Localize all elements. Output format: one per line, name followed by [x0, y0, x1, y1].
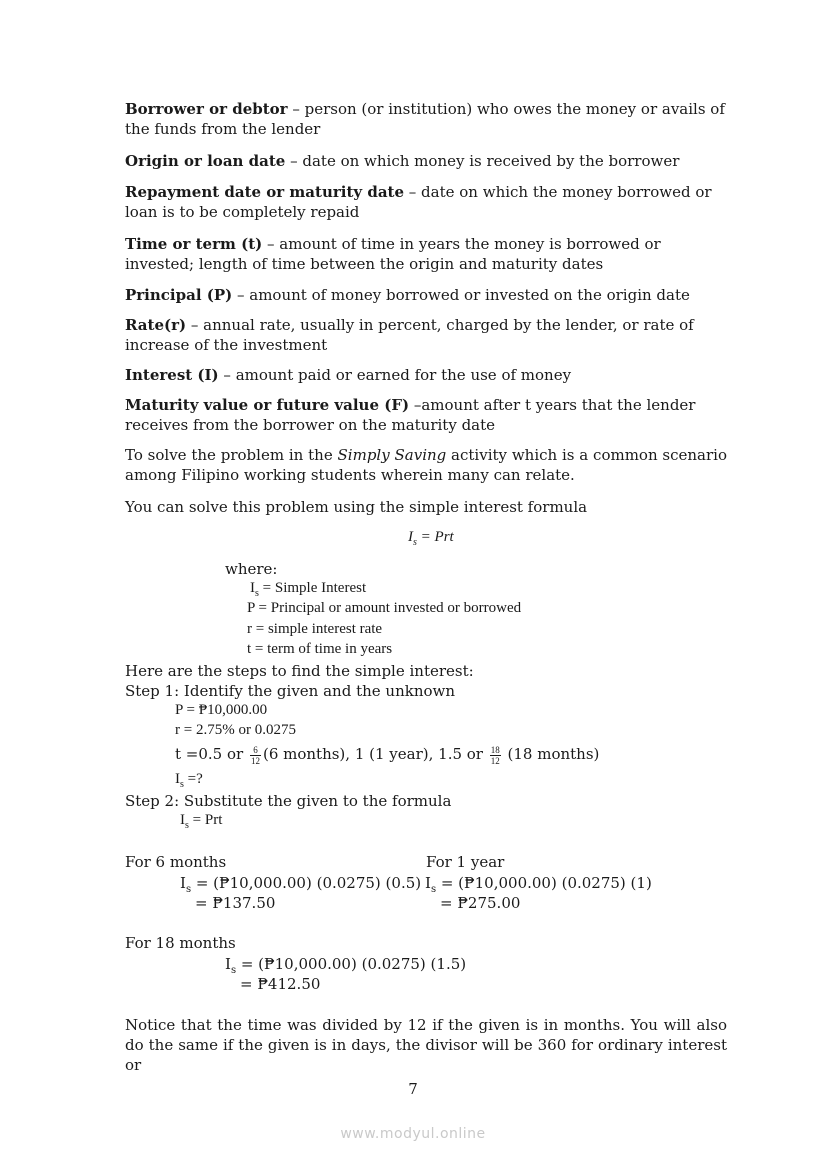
page-number: 7	[408, 1080, 418, 1098]
fraction-18-12: $\frac{18}{12}$	[490, 744, 500, 766]
calc-18-months: $I_s$ = (₱10,000.00) (0.0275) (1.5)	[225, 955, 467, 976]
where-label: where:	[225, 560, 278, 578]
definition-maturity	[125, 395, 727, 435]
definition-desc: –amount after t years that the lender receives from the borrower on the maturity date	[125, 396, 696, 434]
step2-title: Step 2: Substitute the given to the formula	[125, 792, 452, 810]
where-item-principal: P = Principal or amount invested or borrowed	[247, 600, 522, 616]
calc-1-year: $I_s$ = (₱10,000.00) (0.0275) (1)	[425, 874, 652, 895]
step2-formula: $I_s$ = Prt	[180, 812, 223, 831]
definition-interest	[125, 365, 727, 385]
label-6-months: For 6 months	[125, 853, 227, 871]
definition-principal	[125, 285, 727, 305]
steps-intro: Here are the steps to find the simple interest:	[125, 662, 474, 680]
definition-desc: – date on which money is received by the borrower	[285, 152, 680, 170]
label-1-year: For 1 year	[426, 853, 505, 871]
result-18-months: = ₱412.50	[240, 975, 321, 993]
activity-title: Simply Saving	[337, 446, 447, 464]
given-rate: r = 2.75% or 0.0275	[175, 722, 296, 738]
where-item-time: t = term of time in years	[247, 641, 393, 657]
definition-term: Borrower or debtor	[125, 100, 288, 118]
unknown-interest: $I_s$ =?	[175, 771, 203, 790]
definition-desc: – amount paid or earned for the use of money	[218, 366, 572, 384]
where-item-rate: r = simple interest rate	[247, 621, 383, 637]
definition-term: Maturity value or future value (F)	[125, 396, 410, 414]
definition-term: Origin or loan date	[125, 152, 286, 170]
formula-intro: You can solve this problem using the simple interest formula	[125, 498, 588, 516]
intro-paragraph: To solve the problem in the Simply Saving activity which is a common scenario among Filipino working students wherein many can relate.	[125, 446, 727, 484]
definition-term: Repayment date or maturity date	[125, 183, 405, 201]
where-item-interest: $I_s$ = Simple Interest	[250, 580, 367, 599]
result-6-months: = ₱137.50	[195, 894, 276, 912]
simple-interest-formula: $I_s$ = Prt	[408, 529, 454, 548]
definition-origin	[125, 151, 727, 171]
definition-desc: – annual rate, usually in percent, charged by the lender, or rate of increase of the investment	[125, 316, 694, 354]
definition-term: Time or term (t)	[125, 235, 263, 253]
fraction-6-12: $\frac{6}{12}$	[250, 744, 260, 766]
label-18-months: For 18 months	[125, 934, 236, 952]
definition-term: Interest (I)	[125, 366, 219, 384]
given-principal: P = ₱10,000.00	[175, 702, 268, 718]
definition-term: Principal (P)	[125, 286, 233, 304]
definition-term: Rate(r)	[125, 316, 187, 334]
calc-6-months: $I_s$ = (₱10,000.00) (0.0275) (0.5)	[180, 874, 422, 895]
definition-repayment	[125, 182, 727, 222]
given-time: t =0.5 or $\frac{6}{12}$ (6 months), 1 (1 year), 1.5 or $\frac{18}{12}$ (18 months)	[175, 744, 600, 766]
definition-time	[125, 234, 727, 274]
watermark: www.modyul.online	[340, 1126, 486, 1142]
definition-desc: – amount of time in years the money is borrowed or invested; length of time between the origin and maturity dates	[125, 235, 661, 273]
definition-rate	[125, 315, 727, 355]
notice-paragraph: Notice that the time was divided by 12 if the given is in months. You will also do the same if the given is in days, the divisor will be 360 for ordinary interest or	[125, 1016, 727, 1074]
definition-borrower	[125, 99, 727, 139]
definition-desc: – amount of money borrowed or invested on the origin date	[232, 286, 690, 304]
result-1-year: = ₱275.00	[440, 894, 521, 912]
definition-desc: – person (or institution) who owes the money or avails of the funds from the lender	[125, 100, 725, 138]
step1-title: Step 1: Identify the given and the unknown	[125, 682, 456, 700]
definition-desc: – date on which the money borrowed or loan is to be completely repaid	[125, 183, 712, 221]
